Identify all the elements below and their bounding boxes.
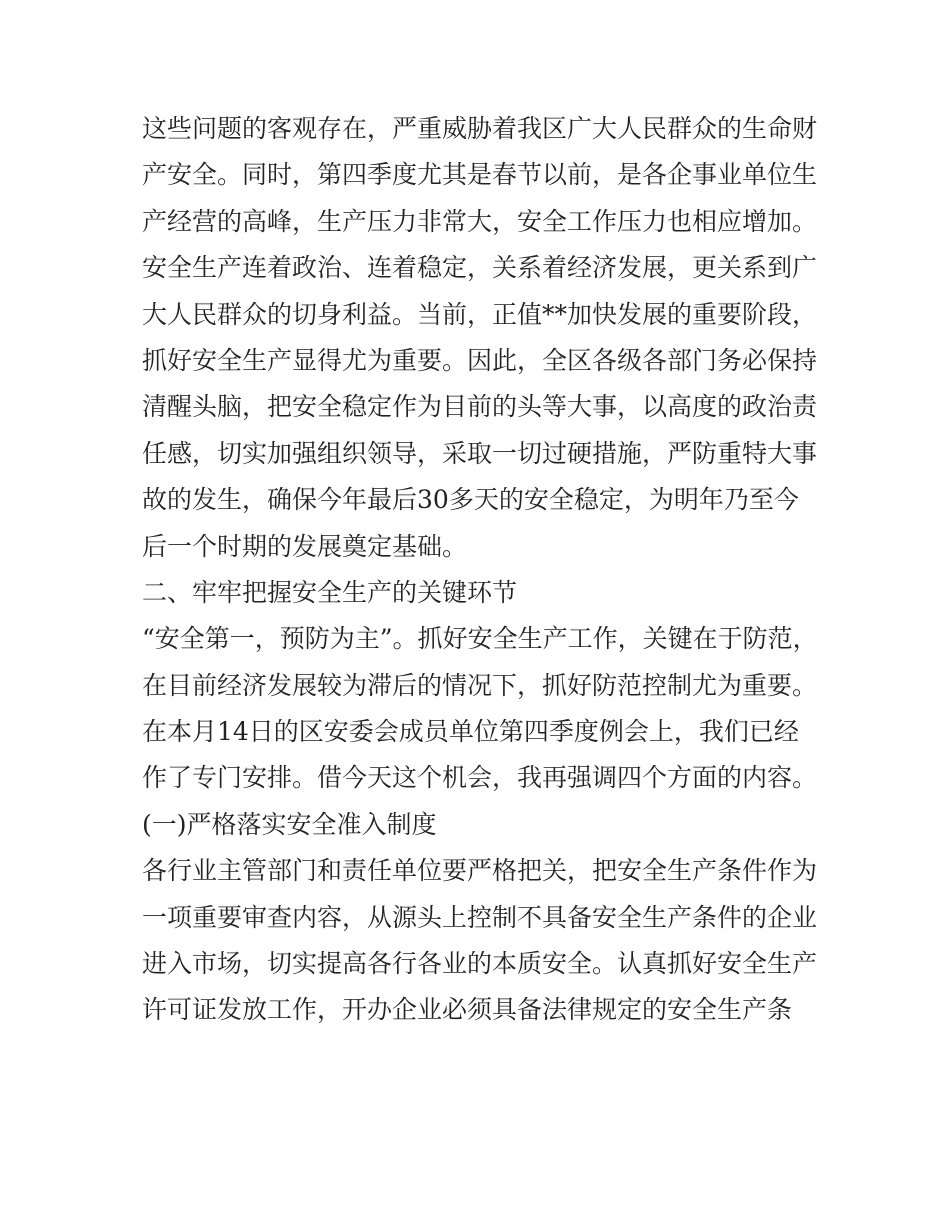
body-text xyxy=(142,106,822,1034)
text-line: 安全生产连着政治、连着稳定，关系着经济发展，更关系到广 xyxy=(142,253,818,283)
text-line: 这些问题的客观存在，严重威胁着我区广大人民群众的生命财 xyxy=(142,114,818,143)
text-line: 作了专门安排。借今天这个机会，我再强调四个方面的内容。 xyxy=(142,763,818,793)
text-line: 大人民群众的切身利益。当前，正值**加快发展的重要阶段， xyxy=(142,299,818,329)
text-line: “安全第一，预防为主”。抓好安全生产工作，关键在于防范， xyxy=(142,624,818,654)
text-line: 一项重要审查内容，从源头上控制不具备安全生产条件的企业 xyxy=(142,902,818,932)
text-line: 在本月14日的区安委会成员单位第四季度例会上，我们已经 xyxy=(142,717,799,747)
text-line: 许可证发放工作，开办企业必须具备法律规定的安全生产条 xyxy=(142,995,793,1025)
text-line: 后一个时期的发展奠定基础。 xyxy=(142,531,468,561)
text-line: 任感，切实加强组织领导，采取一切过硬措施，严防重特大事 xyxy=(142,438,818,468)
text-line: 产安全。同时，第四季度尤其是春节以前，是各企事业单位生 xyxy=(142,160,818,190)
text-line: 清醒头脑，把安全稳定作为目前的头等大事，以高度的政治责 xyxy=(142,392,818,422)
text-line: 各行业主管部门和责任单位要严格把关，把安全生产条件作为 xyxy=(142,856,818,886)
text-line: 在目前经济发展较为滞后的情况下，抓好防范控制尤为重要。 xyxy=(142,670,818,700)
text-line: 故的发生，确保今年最后30多天的安全稳定，为明年乃至今 xyxy=(142,485,799,515)
section-heading: 二、牢牢把握安全生产的关键环节 xyxy=(142,577,518,607)
text-line: 抓好安全生产显得尤为重要。因此，全区各级各部门务必保持 xyxy=(142,345,818,375)
subsection-heading: (一)严格落实安全准入制度 xyxy=(142,809,437,839)
text-line: 进入市场，切实提高各行各业的本质安全。认真抓好安全生产 xyxy=(142,949,818,979)
text-line: 产经营的高峰，生产压力非常大，安全工作压力也相应增加。 xyxy=(142,206,818,236)
